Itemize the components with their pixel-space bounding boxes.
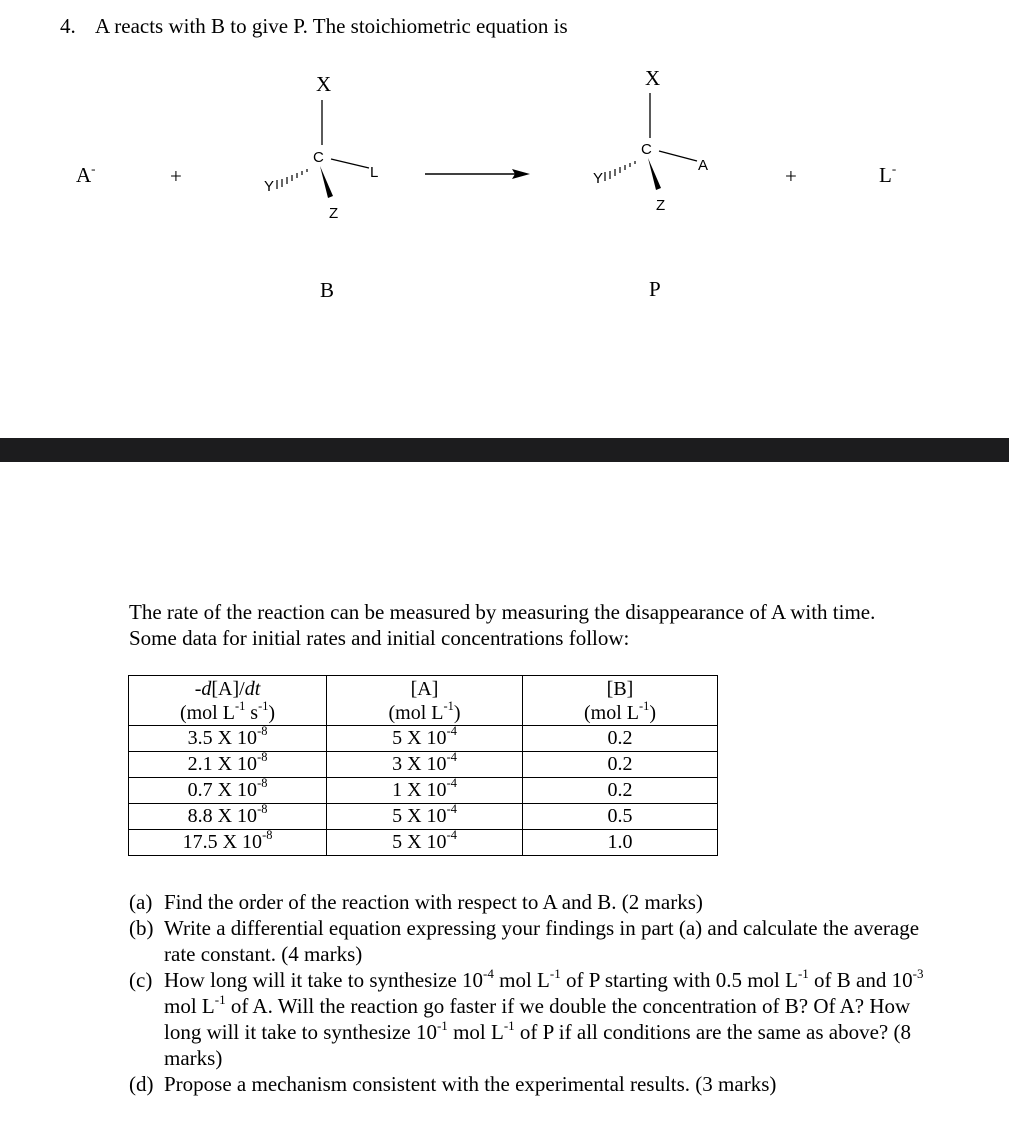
molecule-p-left-atom: Y [593,170,604,187]
rate-data-table [128,675,718,856]
part-a-text: Find the order of the reaction with respect to A and B. (2 marks) [164,890,703,914]
header-a-title: [A] [410,678,439,700]
molecule-p-label: P [649,277,661,301]
cell-rate: 2.1 X $10^{-8}$ [129,752,327,778]
part-b [129,915,929,967]
header-b-title: [B] [606,678,634,700]
cell-b: 0.2 [523,726,718,752]
molecule-b-bottom-atom: Z [329,205,339,222]
part-c-label: (c) [129,968,153,992]
part-d-label: (d) [129,1072,154,1096]
molecule-b-hash-bond [277,169,307,189]
table-row [129,726,718,752]
part-b-text: Write a differential equation expressing your findings in part (a) and calculate the average rate constant. (4 marks) [164,916,920,966]
table-row [129,830,718,856]
part-c-text: How long will it take to synthesize $10^{-4}$ mol $L^{-1}$ of P starting with 0.5 mol $L^{-1}$ of B and $10^{-3}$ mol $L^{-1}$ of A. Will the reaction go faster if we double the concentration of B? Of A? How long will it take to synthesize $10^{-1}$ mol $L^{-1}$ of P if all conditions are the same as above? (8 marks) [164,965,924,1070]
header-b [523,676,718,726]
part-b-label: (b) [129,916,154,940]
header-rate-title: -d [194,678,212,700]
cell-a: 1 X $10^{-4}$ [327,778,523,804]
question-parts [129,889,929,1097]
question-text: A reacts with B to give P. The stoichiometric equation is [95,14,568,38]
molecule-p-bottom-atom: Z [656,197,666,214]
reactant-ion-symbol: A [76,163,92,187]
table-header-row [129,676,718,726]
part-a [129,889,929,915]
part-d-text: Propose a mechanism consistent with the experimental results. (3 marks) [164,1072,777,1096]
part-c [129,967,929,1071]
cell-a: 5 X $10^{-4}$ [327,830,523,856]
product-ion-charge: - [891,160,897,176]
reactant-ion-charge: - [91,160,96,176]
molecule-b-bond-l [331,159,369,168]
product-ion-symbol: L [879,163,892,187]
product-ion [879,160,897,188]
cell-a: 5 X $10^{-4}$ [327,804,523,830]
part-a-label: (a) [129,890,153,914]
table-row [129,778,718,804]
header-b-unit: (mol $L^{-1}$) [584,699,656,724]
header-a-unit: (mol $L^{-1}$) [388,699,461,724]
cell-a: 3 X $10^{-4}$ [327,752,523,778]
cell-a: 5 X $10^{-4}$ [327,726,523,752]
header-a [327,676,523,726]
page-divider [0,438,1009,462]
molecule-p-right-atom: A [698,157,709,174]
cell-b: 1.0 [523,830,718,856]
molecule-b-label: B [320,278,335,302]
cell-rate: 3.5 X $10^{-8}$ [129,726,327,752]
cell-b: 0.2 [523,778,718,804]
molecule-p-wedge-bond [648,158,661,190]
part-d [129,1071,929,1097]
header-rate: -d[A]/dt (mol $L^{-1}$ $s^{-1}$) [129,676,327,726]
cell-rate: 0.7 X $10^{-8}$ [129,778,327,804]
cell-b: 0.2 [523,752,718,778]
table-row [129,752,718,778]
question-number: 4. [60,14,76,38]
molecule-b-right-atom: L [370,164,379,181]
molecule-b-wedge-bond [320,166,333,198]
molecule-b-center-atom: C [313,149,324,166]
intro-paragraph: The rate of the reaction can be measured by measuring the disappearance of A with time. Some data for initial rates and initial concentrations follow: [129,600,876,650]
cell-rate: 8.8 X $10^{-8}$ [129,804,327,830]
cell-rate: 17.5 X $10^{-8}$ [129,830,327,856]
molecule-p-center-atom: C [641,141,652,158]
molecule-b-left-atom: Y [264,178,275,195]
molecule-b-top-atom: X [316,72,332,96]
molecule-p-hash-bond [605,161,635,181]
cell-b: 0.5 [523,804,718,830]
plus-sign-1: + [170,164,182,188]
molecule-p-bond-a [659,151,697,161]
header-rate-unit: (mol $L^{-1}$ $s^{-1}$) [179,699,276,724]
molecule-bonds [0,0,1009,260]
table-body [129,726,718,856]
molecule-p-top-atom: X [645,66,661,90]
table-row [129,804,718,830]
plus-sign-2: + [785,164,797,188]
